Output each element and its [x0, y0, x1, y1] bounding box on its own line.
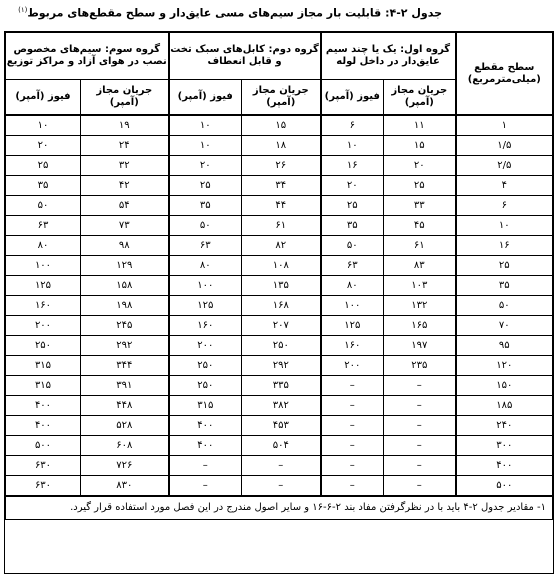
cell-g1-current: ۲۵: [384, 176, 456, 196]
cell-cross-section: ۲۴۰: [456, 416, 553, 436]
cell-cross-section: ۱۸۵: [456, 396, 553, 416]
cell-g1-current: ۸۳: [384, 256, 456, 276]
table-footnote: ۱- مقادیر جدول ۲-۴ باید با در نظرگرفتن مفاد بند ۲-۶-۱۶ و سایر اصول مندرج در این فصل مورد استفاده قرار گیرد.: [6, 496, 553, 520]
cell-cross-section: ۱۰: [456, 216, 553, 236]
cell-g2-current: ۱۶۸: [242, 296, 321, 316]
cell-g3-current: ۱۲۹: [81, 256, 169, 276]
table-row: [6, 376, 553, 396]
cell-g2-fuse: ۱۰۰: [169, 276, 242, 296]
cell-g3-fuse: ۴۰۰: [6, 396, 81, 416]
cell-g1-current: –: [384, 456, 456, 476]
cell-g2-fuse: ۱۶۰: [169, 316, 242, 336]
cell-g2-fuse: ۲۵: [169, 176, 242, 196]
cell-cross-section: ۲/۵: [456, 156, 553, 176]
cell-g2-fuse: ۲۰: [169, 156, 242, 176]
table-row: [6, 176, 553, 196]
table-row: [6, 296, 553, 316]
cell-g1-current: ۱۶۵: [384, 316, 456, 336]
cell-g3-current: ۱۹: [81, 115, 169, 136]
cell-g3-fuse: ۱۲۵: [6, 276, 81, 296]
cell-g1-fuse: ۱۰: [321, 136, 384, 156]
table-row: [6, 196, 553, 216]
cell-g1-fuse: –: [321, 456, 384, 476]
cell-g1-fuse: –: [321, 376, 384, 396]
table-caption: [18, 6, 442, 20]
cell-g2-fuse: ۸۰: [169, 256, 242, 276]
cell-g3-current: ۲۹۲: [81, 336, 169, 356]
header-group3: گروه سوم: سیم‌های مخصوص نصب در هوای آزاد و مراکز توزیع: [6, 33, 169, 80]
cell-g2-fuse: ۲۵۰: [169, 376, 242, 396]
cell-g3-current: ۱۹۸: [81, 296, 169, 316]
cell-g2-fuse: ۴۰۰: [169, 416, 242, 436]
cell-g3-current: ۴۲: [81, 176, 169, 196]
cell-g2-current: ۳۸۲: [242, 396, 321, 416]
cell-g2-current: ۲۰۷: [242, 316, 321, 336]
cell-cross-section: ۱: [456, 115, 553, 136]
table-row: [6, 316, 553, 336]
cell-g1-fuse: –: [321, 476, 384, 497]
cell-g2-current: ۳۳۵: [242, 376, 321, 396]
cell-g1-fuse: ۸۰: [321, 276, 384, 296]
cell-cross-section: ۲۵: [456, 256, 553, 276]
header-group2: گروه دوم: کابل‌های سبک تخت و قابل انعطاف: [169, 33, 321, 80]
cell-g3-fuse: ۵۰۰: [6, 436, 81, 456]
cell-g2-fuse: ۱۰: [169, 115, 242, 136]
cell-g3-fuse: ۱۶۰: [6, 296, 81, 316]
cell-g3-fuse: ۲۵: [6, 156, 81, 176]
cell-cross-section: ۱/۵: [456, 136, 553, 156]
cell-g2-fuse: ۱۰: [169, 136, 242, 156]
cell-g1-current: ۶۱: [384, 236, 456, 256]
cell-g3-current: ۳۴۴: [81, 356, 169, 376]
cell-g2-fuse: –: [169, 476, 242, 497]
table-row: [6, 236, 553, 256]
table-row: [6, 136, 553, 156]
cell-g1-fuse: ۳۵: [321, 216, 384, 236]
cell-g3-current: ۵۲۸: [81, 416, 169, 436]
cell-g2-current: ۳۴: [242, 176, 321, 196]
cell-g2-current: ۱۵: [242, 115, 321, 136]
table-body: [6, 115, 553, 496]
cell-g2-current: ۶۱: [242, 216, 321, 236]
cell-cross-section: ۶: [456, 196, 553, 216]
table-row: [6, 396, 553, 416]
cell-cross-section: ۱۲۰: [456, 356, 553, 376]
cell-g2-current: ۴۴: [242, 196, 321, 216]
cell-g2-fuse: ۲۵۰: [169, 356, 242, 376]
cell-g3-current: ۱۵۸: [81, 276, 169, 296]
cell-g3-current: ۸۳۰: [81, 476, 169, 497]
cell-g2-current: ۱۸: [242, 136, 321, 156]
cell-g2-fuse: ۶۳: [169, 236, 242, 256]
cell-g1-current: ۴۵: [384, 216, 456, 236]
cell-g3-fuse: ۲۰۰: [6, 316, 81, 336]
cell-g3-fuse: ۳۵: [6, 176, 81, 196]
table-row: [6, 256, 553, 276]
cell-g2-current: ۲۹۲: [242, 356, 321, 376]
cell-g3-fuse: ۶۳: [6, 216, 81, 236]
header-cross-section: سطح مقطع (میلی‌مترمربع): [456, 33, 553, 116]
header-g2-fuse: فیوز (آمپر): [169, 80, 242, 116]
cell-g1-current: –: [384, 416, 456, 436]
cell-g2-current: ۵۰۴: [242, 436, 321, 456]
cell-g1-fuse: ۲۰۰: [321, 356, 384, 376]
table-row: [6, 416, 553, 436]
cell-g2-current: ۱۰۸: [242, 256, 321, 276]
cell-g1-fuse: ۱۲۵: [321, 316, 384, 336]
header-g3-current: جریان مجاز (آمپر): [81, 80, 169, 116]
cell-g3-fuse: ۱۰۰: [6, 256, 81, 276]
cell-g1-current: ۱۱: [384, 115, 456, 136]
ampacity-table: [5, 32, 553, 520]
cell-g3-current: ۶۰۸: [81, 436, 169, 456]
cell-g1-current: –: [384, 396, 456, 416]
cell-g3-current: ۵۴: [81, 196, 169, 216]
cell-g3-current: ۳۹۱: [81, 376, 169, 396]
cell-g1-fuse: ۵۰: [321, 236, 384, 256]
cell-g2-fuse: ۱۲۵: [169, 296, 242, 316]
cell-g3-current: ۷۳: [81, 216, 169, 236]
cell-g2-fuse: ۵۰: [169, 216, 242, 236]
cell-g1-current: ۱۹۷: [384, 336, 456, 356]
cell-g3-fuse: ۲۰: [6, 136, 81, 156]
cell-g1-current: ۲۳۵: [384, 356, 456, 376]
cell-g1-fuse: ۱۶: [321, 156, 384, 176]
cell-cross-section: ۵۰: [456, 296, 553, 316]
cell-g2-current: ۲۵۰: [242, 336, 321, 356]
cell-g3-current: ۲۴۵: [81, 316, 169, 336]
cell-g3-fuse: ۵۰: [6, 196, 81, 216]
cell-cross-section: ۱۶: [456, 236, 553, 256]
cell-g1-current: –: [384, 436, 456, 456]
table-row: [6, 356, 553, 376]
cell-g2-current: –: [242, 456, 321, 476]
cell-g1-current: –: [384, 376, 456, 396]
caption-footnote-ref: (۱): [18, 6, 28, 14]
cell-g1-fuse: ۱۰۰: [321, 296, 384, 316]
cell-g3-fuse: ۶۳۰: [6, 456, 81, 476]
cell-g2-current: ۲۶: [242, 156, 321, 176]
cell-g2-fuse: ۳۱۵: [169, 396, 242, 416]
cell-g3-fuse: ۳۱۵: [6, 356, 81, 376]
cell-g1-current: ۱۳۲: [384, 296, 456, 316]
cell-g2-fuse: ۳۵: [169, 196, 242, 216]
cell-g3-fuse: ۴۰۰: [6, 416, 81, 436]
cell-g2-current: ۸۲: [242, 236, 321, 256]
table-row: [6, 216, 553, 236]
cell-g3-fuse: ۲۵۰: [6, 336, 81, 356]
cell-g3-fuse: ۸۰: [6, 236, 81, 256]
cell-cross-section: ۴۰۰: [456, 456, 553, 476]
table-row: [6, 456, 553, 476]
header-g3-fuse: فیوز (آمپر): [6, 80, 81, 116]
cell-g1-fuse: ۶: [321, 115, 384, 136]
cell-g1-fuse: –: [321, 416, 384, 436]
table-row: [6, 115, 553, 136]
table-row: [6, 276, 553, 296]
header-g1-fuse: فیوز (آمپر): [321, 80, 384, 116]
cell-cross-section: ۵۰۰: [456, 476, 553, 497]
cell-g3-fuse: ۳۱۵: [6, 376, 81, 396]
header-g1-current: جریان مجاز (آمپر): [384, 80, 456, 116]
cell-g3-current: ۴۴۸: [81, 396, 169, 416]
table-row: [6, 156, 553, 176]
cell-g1-current: ۲۰: [384, 156, 456, 176]
cell-g3-current: ۷۲۶: [81, 456, 169, 476]
cell-cross-section: ۷۰: [456, 316, 553, 336]
cell-g1-fuse: –: [321, 436, 384, 456]
cell-g2-fuse: ۲۰۰: [169, 336, 242, 356]
cell-g3-fuse: ۱۰: [6, 115, 81, 136]
cell-g2-fuse: –: [169, 456, 242, 476]
cell-g1-fuse: ۲۰: [321, 176, 384, 196]
cell-cross-section: ۳۵: [456, 276, 553, 296]
cell-cross-section: ۴: [456, 176, 553, 196]
cell-g3-current: ۲۴: [81, 136, 169, 156]
cell-cross-section: ۱۵۰: [456, 376, 553, 396]
table-row: [6, 436, 553, 456]
cell-g2-current: –: [242, 476, 321, 497]
cell-cross-section: ۳۰۰: [456, 436, 553, 456]
cell-cross-section: ۹۵: [456, 336, 553, 356]
cell-g1-current: ۱۰۳: [384, 276, 456, 296]
cell-g2-current: ۴۵۳: [242, 416, 321, 436]
cell-g1-fuse: ۱۶۰: [321, 336, 384, 356]
table-row: [6, 336, 553, 356]
caption-text: جدول ۲-۴: قابلیت بار مجاز سیم‌های مسی عایق‌دار و سطح مقطع‌های مربوط: [27, 6, 442, 20]
table-row: [6, 476, 553, 497]
cell-g2-fuse: ۴۰۰: [169, 436, 242, 456]
cell-g1-current: ۱۵: [384, 136, 456, 156]
cell-g3-current: ۳۲: [81, 156, 169, 176]
cell-g2-current: ۱۳۵: [242, 276, 321, 296]
header-g2-current: جریان مجاز (آمپر): [242, 80, 321, 116]
cell-g3-current: ۹۸: [81, 236, 169, 256]
cell-g1-current: ۳۳: [384, 196, 456, 216]
header-group1: گروه اول: یک یا چند سیم عایق‌دار در داخل لوله: [321, 33, 456, 80]
cell-g1-fuse: –: [321, 396, 384, 416]
cell-g1-fuse: ۶۳: [321, 256, 384, 276]
cell-g1-current: –: [384, 476, 456, 497]
cell-g3-fuse: ۶۳۰: [6, 476, 81, 497]
cell-g1-fuse: ۲۵: [321, 196, 384, 216]
